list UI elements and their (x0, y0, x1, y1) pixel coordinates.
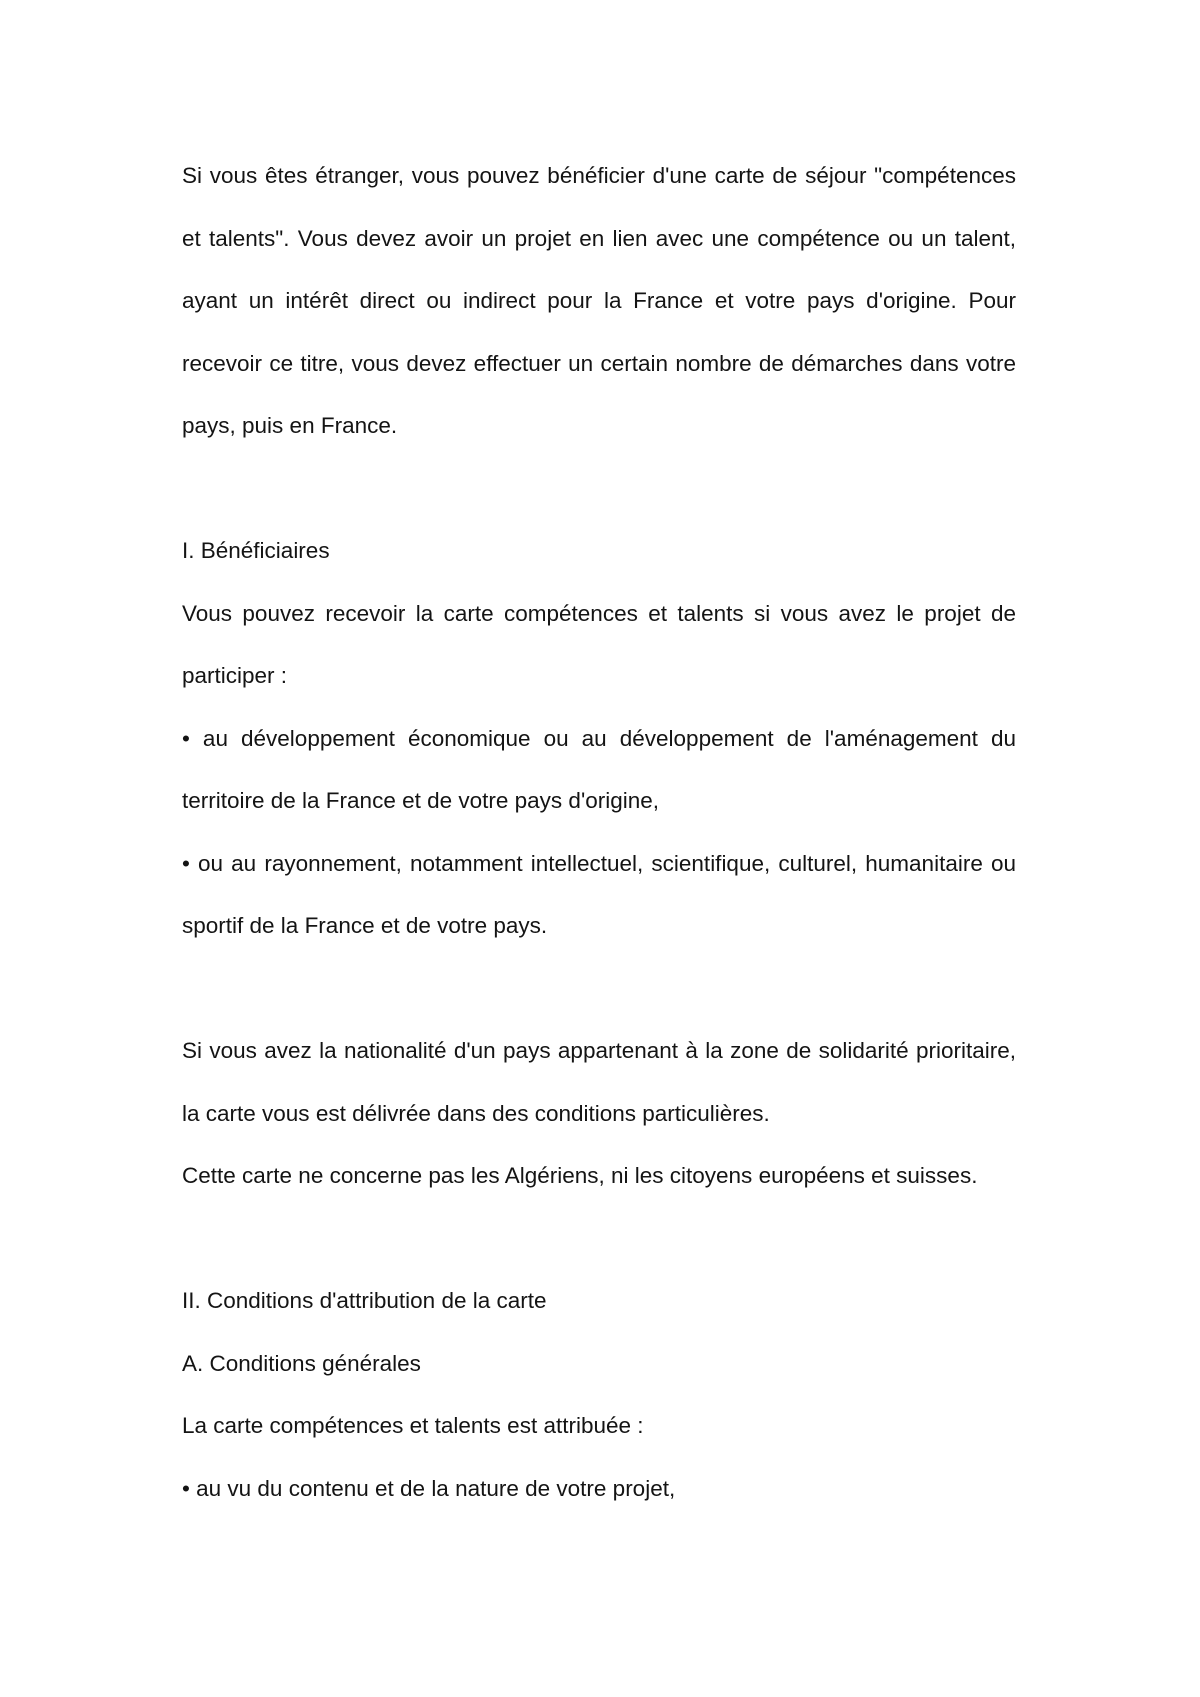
exclusions-paragraph: Cette carte ne concerne pas les Algériens, ni les citoyens européens et suisses. (182, 1163, 978, 1188)
bullet-item-contenu-projet: • au vu du contenu et de la nature de votre projet, (182, 1475, 676, 1501)
bullet-item-developpement: • au développement économique ou au développement de l'aménagement du territoire de la France et de votre pays d'origine, (182, 725, 1016, 813)
heading-subsection-a-conditions-generales: A. Conditions générales (182, 1350, 421, 1376)
beneficiaires-intro-paragraph: Vous pouvez recevoir la carte compétences et talents si vous avez le projet de participer : (182, 600, 1016, 688)
heading-section-1-beneficiaires: I. Bénéficiaires (182, 538, 330, 563)
zone-solidarite-paragraph: Si vous avez la nationalité d'un pays appartenant à la zone de solidarité prioritaire, la carte vous est délivrée dans des conditions particulières. (182, 1038, 1016, 1126)
heading-section-2-conditions-attribution: II. Conditions d'attribution de la carte (182, 1288, 547, 1313)
bullet-item-rayonnement: • ou au rayonnement, notamment intellectuel, scientifique, culturel, humanitaire ou sportif de la France et de votre pays. (182, 850, 1016, 938)
intro-paragraph: Si vous êtes étranger, vous pouvez bénéficier d'une carte de séjour "compétences et talents". Vous devez avoir un projet en lien avec une compétence ou un talent, ayant un intérêt direct ou indirect pour la France et votre pays d'origine. Pour recevoir ce titre, vous devez effectuer un certain nombre de démarches dans votre pays, puis en France. (182, 163, 1016, 438)
attribution-intro-paragraph: La carte compétences et talents est attribuée : (182, 1413, 644, 1438)
